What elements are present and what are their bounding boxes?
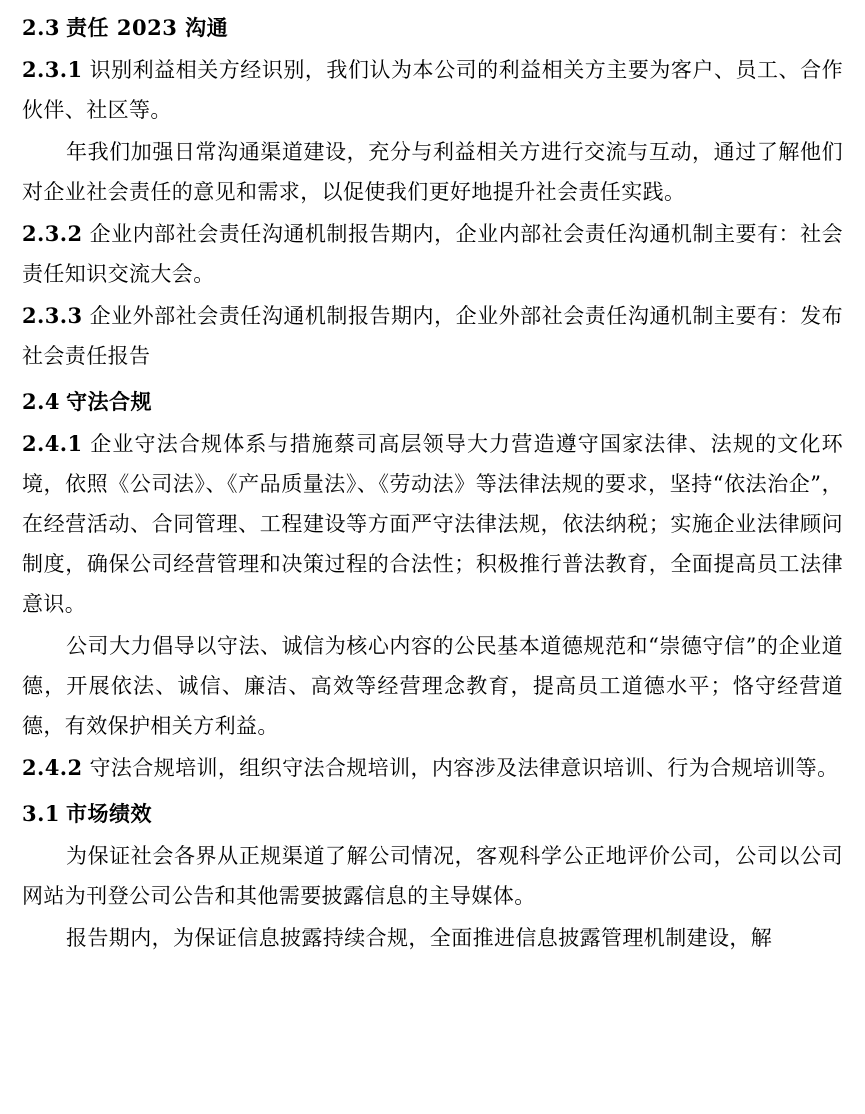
section-number: 2.4: [22, 389, 61, 414]
paragraph-3-1-body-1: [22, 836, 843, 916]
section-number: 3.1: [22, 801, 61, 826]
paragraph-2-3-1-body: [22, 132, 843, 212]
section-heading-3-1: [22, 794, 843, 834]
paragraph-2-3-1: [22, 50, 843, 130]
paragraph-text: 识别利益相关方经识别，我们认为本公司的利益相关方主要为客户、员工、合作伙伴、社区等。: [22, 58, 843, 122]
paragraph-number: 2.3.3: [22, 303, 83, 328]
paragraph-text: 企业外部社会责任沟通机制报告期内，企业外部社会责任沟通机制主要有：发布社会责任报告: [22, 304, 843, 368]
paragraph-text: 企业守法合规体系与措施蔡司高层领导大力营造遵守国家法律、法规的文化环境，依照《公司法》、《产品质量法》、《劳动法》等法律法规的要求，坚持“依法治企”，在经营活动、合同管理、工程建设等方面严守法律法规，依法纳税；实施企业法律顾问制度，确保公司经营管理和决策过程的合法性；积极推行普法教育，全面提高员工法律意识。: [22, 432, 843, 616]
section-title: 责任 2023 沟通: [66, 15, 229, 40]
section-heading-2-3: [22, 8, 843, 48]
paragraph-number: 2.4.1: [22, 431, 83, 456]
section-number: 2.3: [22, 15, 61, 40]
paragraph-number: 2.3.1: [22, 57, 83, 82]
paragraph-text: 为保证社会各界从正规渠道了解公司情况，客观科学公正地评价公司，公司以公司网站为刊登公司公告和其他需要披露信息的主导媒体。: [22, 844, 843, 908]
paragraph-text: 年我们加强日常沟通渠道建设，充分与利益相关方进行交流与互动，通过了解他们对企业社会责任的意见和需求，以促使我们更好地提升社会责任实践。: [22, 140, 843, 204]
paragraph-2-4-1-body: [22, 626, 843, 746]
section-title: 守法合规: [66, 389, 153, 414]
paragraph-text: 企业内部社会责任沟通机制报告期内，企业内部社会责任沟通机制主要有：社会责任知识交流大会。: [22, 222, 843, 286]
paragraph-text: 报告期内，为保证信息披露持续合规，全面推进信息披露管理机制建设，解: [66, 926, 773, 950]
paragraph-text: 公司大力倡导以守法、诚信为核心内容的公民基本道德规范和“崇德守信”的企业道德，开展依法、诚信、廉洁、高效等经营理念教育，提高员工道德水平；恪守经营道德，有效保护相关方利益。: [22, 634, 843, 738]
paragraph-2-3-3: [22, 296, 843, 376]
paragraph-2-4-2: [22, 748, 843, 788]
paragraph-number: 2.3.2: [22, 221, 83, 246]
paragraph-number: 2.4.2: [22, 755, 83, 780]
paragraph-text: 守法合规培训，组织守法合规培训，内容涉及法律意识培训、行为合规培训等。: [89, 756, 839, 780]
section-title: 市场绩效: [66, 801, 153, 826]
paragraph-3-1-body-2: [22, 918, 843, 958]
paragraph-2-4-1: [22, 424, 843, 624]
paragraph-2-3-2: [22, 214, 843, 294]
section-heading-2-4: [22, 382, 843, 422]
